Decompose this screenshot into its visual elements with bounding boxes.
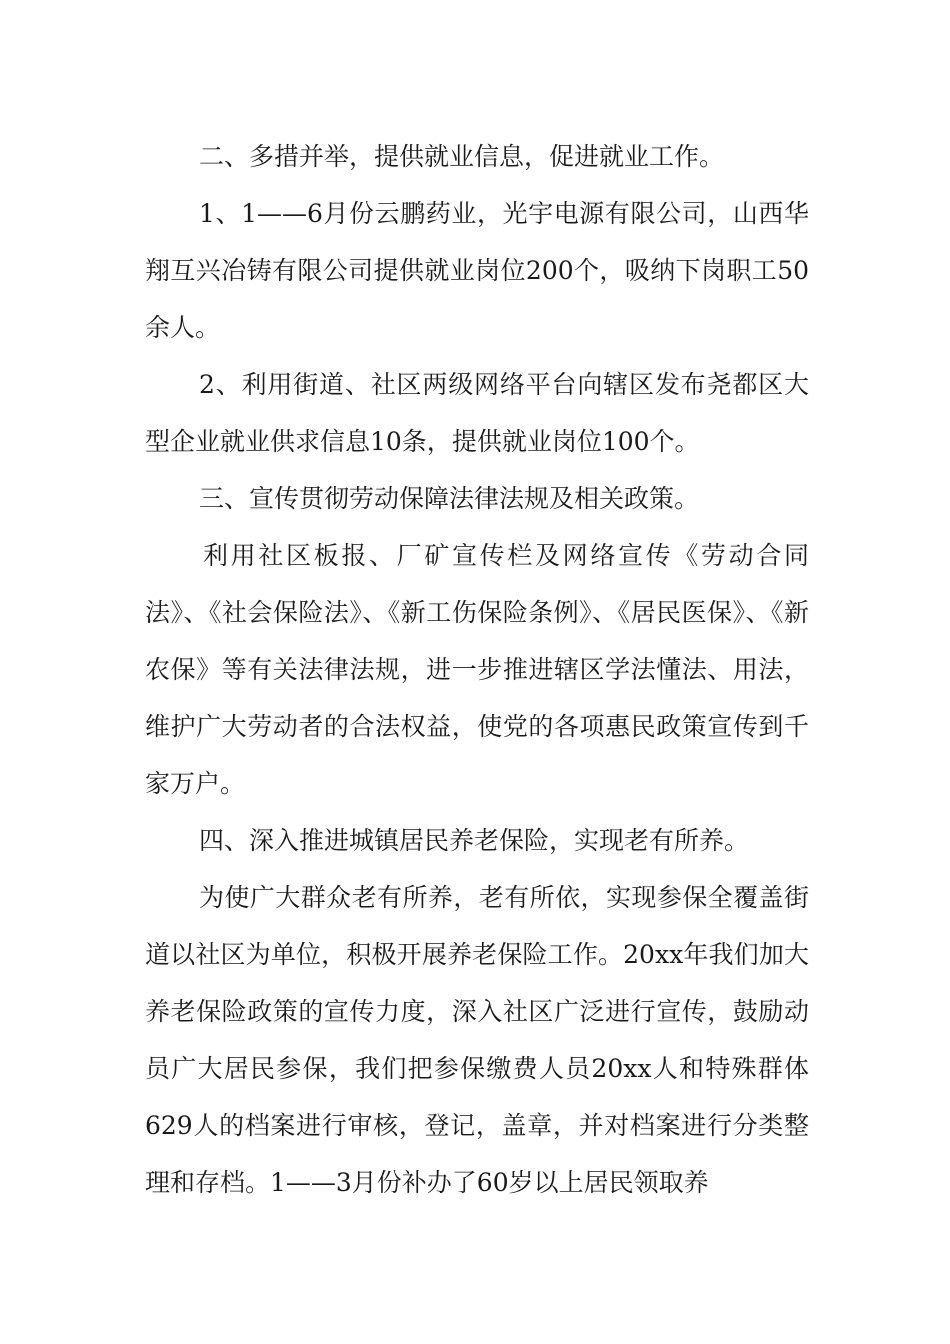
- section-heading-employment: 二、多措并举，提供就业信息，促进就业工作。: [199, 142, 725, 171]
- paragraph-item-1: 1、1——6月份云鹏药业，光宇电源有限公司，山西华翔互兴冶铸有限公司提供就业岗位200个，吸纳下岗职工50余人。: [145, 199, 809, 342]
- section-heading-pension: 四、深入推进城镇居民养老保险，实现老有所养。: [199, 826, 750, 855]
- paragraph-pension: 为使广大群众老有所养，老有所依，实现参保全覆盖街道以社区为单位，积极开展养老保险工作。20xx年我们加大养老保险政策的宣传力度，深入社区广泛进行宣传，鼓励动员广大居民参保，我们把参保缴费人员20xx人和特殊群体629人的档案进行审核，登记，盖章，并对档案进行分类整理和存档。1——3月份补办了60岁以上居民领取养: [145, 883, 809, 1197]
- section-heading-law-publicity: 三、宣传贯彻劳动保障法律法规及相关政策。: [199, 484, 700, 513]
- paragraph-item-2: 2、利用街道、社区两级网络平台向辖区发布尧都区大型企业就业供求信息10条，提供就业岗位100个。: [145, 370, 809, 456]
- paragraph-law-publicity: 利用社区板报、厂矿宣传栏及网络宣传《劳动合同法》、《社会保险法》、《新工伤保险条例》、《居民医保》、《新农保》等有关法律法规，进一步推进辖区学法懂法、用法，维护广大劳动者的合法权益，使党的各项惠民政策宣传到千家万户。: [145, 541, 809, 798]
- document-body: [145, 128, 809, 1211]
